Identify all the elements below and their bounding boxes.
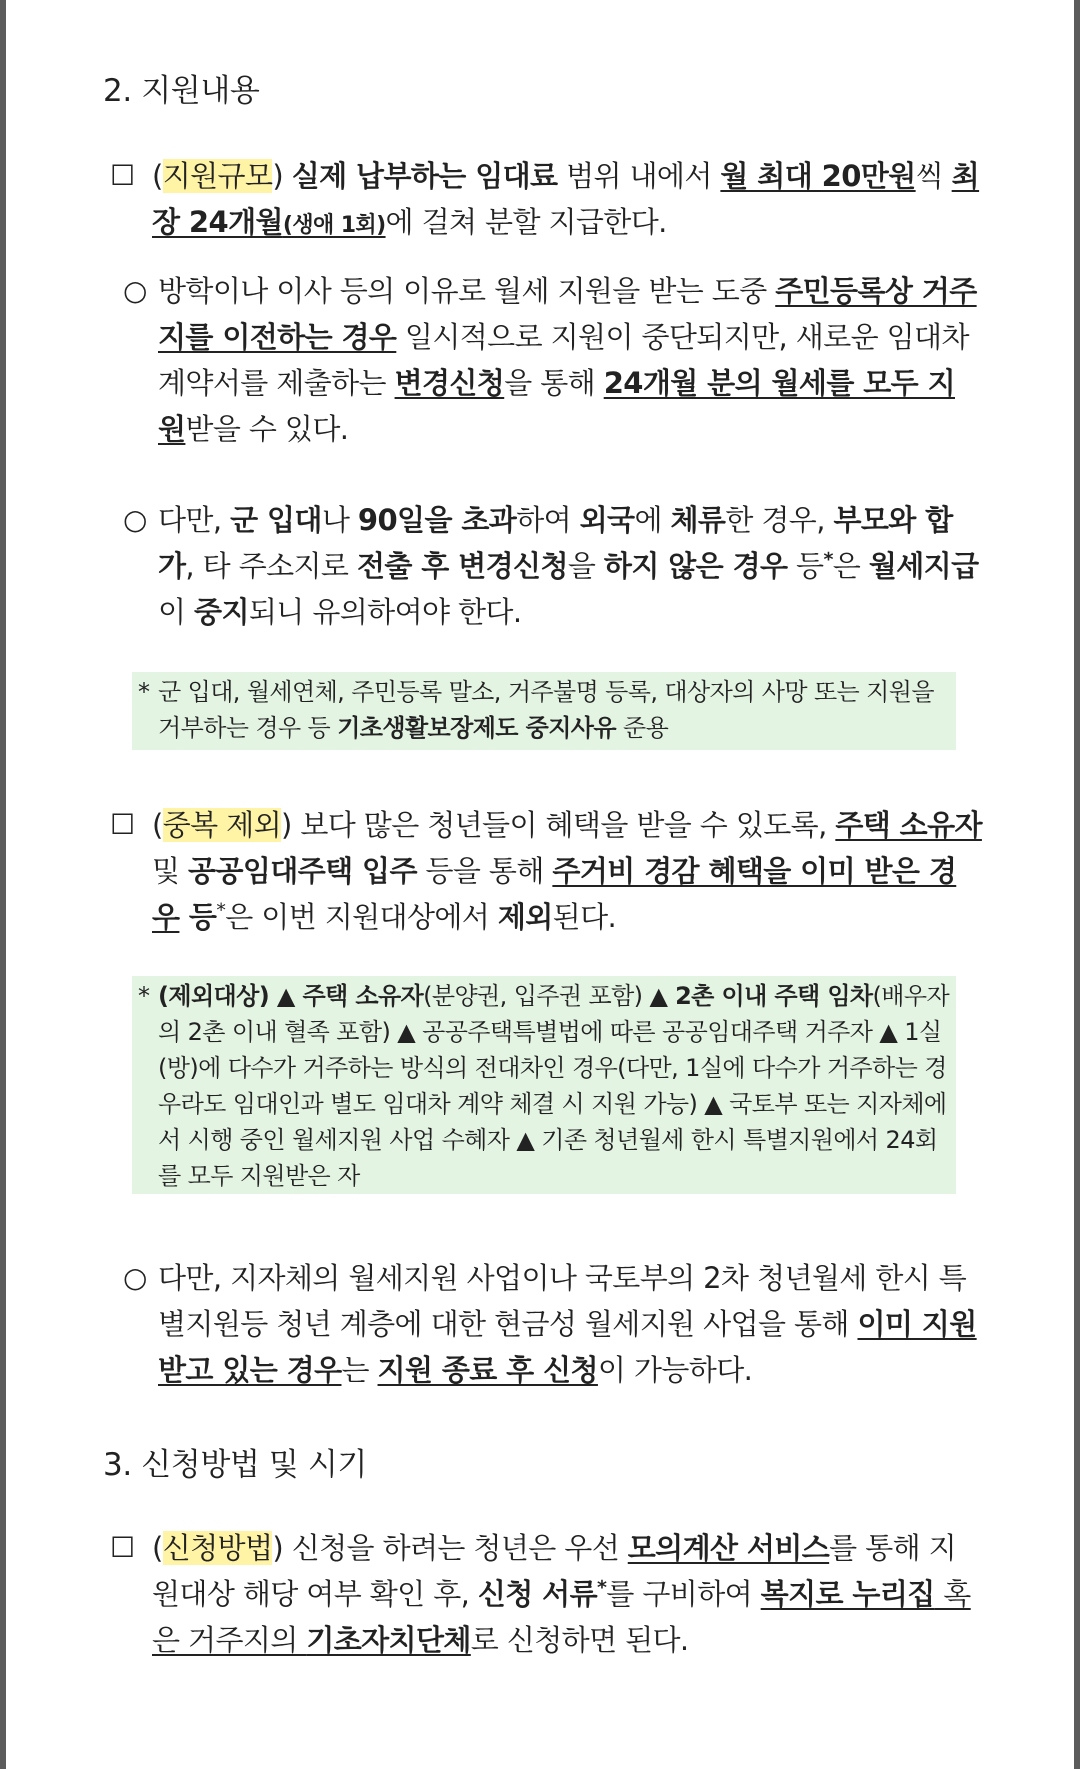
text: 일시적으로 지원이 중단되지만, 새로운 임대차계약서를 제출하는 [158,320,969,400]
text: 보다 많은 청년들이 혜택을 받을 수 있도록, [291,808,836,842]
emphasis-text: 기초자치단체 [306,1623,471,1657]
bold-text: 중지 [194,595,249,629]
bold-text: 하지 않은 경우 [603,549,788,583]
bold-text: (제외대상) ▲ 주택 소유자 [158,982,424,1010]
text: 한 경우, [725,503,834,537]
text: 이 [158,595,195,629]
bold-text: 제외 [497,900,553,934]
text: 다만, 지자체의 월세지원 사업이나 국토부의 2차 청년월세 한시 특별지원등 청년 계층에 대한 현금성 월세지원 사업을 통해 [158,1261,967,1341]
text: 다만, [158,503,231,537]
text: 등 [787,549,824,583]
bold-text: ▲ 2촌 이내 주택 임차 [649,982,873,1010]
text: (분양권, 입주권 포함) [423,982,650,1010]
text: 로 신청하면 된다. [470,1623,689,1657]
text: 신청을 하려는 청년은 우선 [283,1531,628,1565]
bold-text: 90일을 초과 [357,503,517,537]
text: 은 [832,549,869,583]
emphasis-part: 최장 24개월 [152,159,980,239]
emphasis-text: 변경신청 [394,366,505,400]
paragraph-suspension [123,497,982,635]
paragraph-existing-support [123,1255,982,1393]
text: 받을 수 있다. [185,412,349,446]
bold-text: 전출 후 변경신청 [356,549,568,583]
text: 은 이번 지원대상에서 [225,900,498,934]
text: 되니 유의하여야 한다. [248,595,522,629]
section-title-2: 2. 지원내용 [103,73,260,109]
text: 를 구비하여 [606,1577,761,1611]
emphasis-text: 모의계산 서비스 [627,1531,830,1565]
emphasis-text: 주민등록상 거주지를 이전하는 경우 [158,274,977,354]
emphasis-text: 지원 종료 후 신청 [377,1353,598,1387]
emphasis-small: (생애 1회) [282,213,386,238]
emphasis-text: 24개월 분의 월세를 모두 지원 [158,366,955,446]
text: 하여 [516,503,580,537]
text: 나 [321,503,358,537]
paragraph-relocation [123,268,982,452]
tag-application-method: 신청방법 [162,1531,273,1565]
text: 이 가능하다. [597,1353,753,1387]
bold-text: 부모와 합가 [158,503,953,583]
text: 씩 [915,159,952,193]
footnote-box-suspension [132,672,956,750]
bold-text: 체류 [670,503,726,537]
paragraph-support-scale: ☐ (지원규모) 실제 납부하는 임대료 범위 내에서 월 최대 20만원씩 최장 24개월(생애 1회)에 걸쳐 분할 지급한다. [152,153,982,249]
paragraph-duplicate-exclusion: ☐ (중복 제외) 보다 많은 청년들이 혜택을 받을 수 있도록, 주택 소유자 및 공공임대주택 입주 등을 통해 주거비 경감 혜택을 이미 받은 경우 등*은 이번 지원대상에서 제외된다. [152,802,982,940]
underlined-text: 혹은 거주지의 [152,1577,971,1657]
footnote-star: * [138,982,150,1010]
text: 를 통해 지원대상 해당 여부 확인 후, [152,1531,957,1611]
circle-bullet: ○ [123,503,147,536]
text: 을 [567,549,604,583]
text: 및 [152,854,189,888]
text: , 타 주소지로 [185,549,357,583]
bold-text: 공공임대주택 입주 [188,854,417,888]
emphasis-text: 복지로 누리집 [760,1577,935,1611]
tag-support-scale: 지원규모 [162,159,273,193]
text: 등을 통해 [416,854,553,888]
emphasis-text: 주거비 경감 혜택을 이미 받은 경우 [152,854,957,934]
checkbox-bullet: ☐ [110,159,135,192]
paragraph-application-method: ☐ (신청방법) 신청을 하려는 청년은 우선 모의계산 서비스를 통해 지원대상 해당 여부 확인 후, 신청 서류*를 구비하여 복지로 누리집 혹은 거주지의 기초자치단체로 신청하면 된다. [152,1525,982,1663]
checkbox-bullet: ☐ [110,1531,135,1564]
text: 을 통해 [504,366,604,400]
section-title-3: 3. 신청방법 및 시기 [103,1447,367,1483]
text: 군 입대, 월세연체, 주민등록 말소, 거주불명 등록, 대상자의 사망 또는 지원을 거부하는 경우 등 [158,678,934,742]
footnote-marker: * [597,1576,607,1599]
circle-bullet: ○ [123,1261,147,1294]
emphasis-text: 주택 소유자 [835,808,982,842]
text: 된다. [552,900,617,934]
bold-text: 군 입대 [230,503,322,537]
emphasis-text: 월 최대 20만원 [720,159,916,193]
bold-text: 등 [179,900,217,934]
bold-text: 외국 [579,503,635,537]
bold-text: 실제 납부하는 임대료 [291,159,558,193]
text: (배우자의 2촌 이내 혈족 포함) ▲ 공공주택특별법에 따른 공공임대주택 거주자 ▲ 1실(방)에 다수가 거주하는 방식의 전대차인 경우(다만, 1실에 다수가 거주하는 경우라도 임대인과 별도 임대차 계약 체결 시 지원 가능) ▲ 국토부 또는 지자체에서 시행 중인 월세지원 사업 수혜자 ▲ 기존 청년월세 한시 특별지원에서 24회를 모두 지원받은 자 [158,982,950,1190]
checkbox-bullet: ☐ [110,808,135,841]
footnote-marker: * [823,548,833,571]
tag-duplicate-exclusion: 중복 제외 [162,808,281,842]
bold-text: 신청 서류 [477,1577,598,1611]
emphasis-text: 이미 지원받고 있는 경우 [158,1307,977,1387]
bold-text: 기초생활보장제도 중지사유 [337,714,616,742]
footnote-star: * [138,678,150,706]
circle-bullet: ○ [123,274,147,307]
text: 는 [341,1353,378,1387]
bold-text: 월세지급 [868,549,979,583]
footnote-marker: * [216,899,226,922]
text: 범위 내에서 [557,159,721,193]
document-page [6,0,1074,1769]
text: 준용 [615,714,669,742]
text: 방학이나 이사 등의 이유로 월세 지원을 받는 도중 [158,274,776,308]
text: 에 [634,503,671,537]
footnote-box-exclusion-targets [132,976,956,1194]
text: 에 걸쳐 분할 지급한다. [385,205,667,239]
